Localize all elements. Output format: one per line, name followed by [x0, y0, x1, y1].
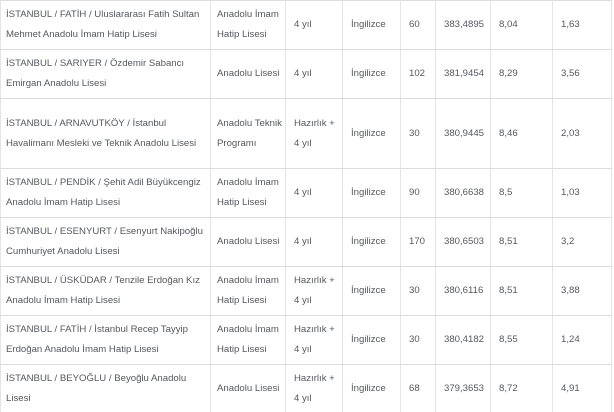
cell-school: İSTANBUL / ÜSKÜDAR / Tenzile Erdoğan Kız Anadolu İmam Hatip Lisesi [1, 267, 211, 316]
cell-language: İngilizce [343, 365, 401, 412]
cell-score: 383,4895 [436, 1, 491, 50]
cell-duration: Hazırlık + 4 yıl [286, 99, 343, 169]
cell-duration: 4 yıl [286, 218, 343, 267]
cell-school: İSTANBUL / FATİH / Uluslararası Fatih Sultan Mehmet Anadolu İmam Hatip Lisesi [1, 1, 211, 50]
cell-m2: 1,03 [553, 169, 612, 218]
cell-score: 379,3653 [436, 365, 491, 412]
cell-language: İngilizce [343, 99, 401, 169]
cell-language: İngilizce [343, 169, 401, 218]
cell-m1: 8,72 [491, 365, 553, 412]
cell-quota: 170 [401, 218, 436, 267]
cell-quota: 30 [401, 99, 436, 169]
cell-duration: Hazırlık + 4 yıl [286, 267, 343, 316]
table-row [1, 169, 612, 218]
cell-m2: 3,2 [553, 218, 612, 267]
cell-type: Anadolu Lisesi [211, 50, 286, 99]
cell-language: İngilizce [343, 267, 401, 316]
cell-score: 380,6638 [436, 169, 491, 218]
cell-school: İSTANBUL / FATİH / İstanbul Recep Tayyip Erdoğan Anadolu İmam Hatip Lisesi [1, 316, 211, 365]
cell-m2: 1,24 [553, 316, 612, 365]
cell-m2: 4,91 [553, 365, 612, 412]
cell-language: İngilizce [343, 316, 401, 365]
cell-school: İSTANBUL / ESENYURT / Esenyurt Nakipoğlu Cumhuriyet Anadolu Lisesi [1, 218, 211, 267]
cell-school: İSTANBUL / ARNAVUTKÖY / İstanbul Havalimanı Mesleki ve Teknik Anadolu Lisesi [1, 99, 211, 169]
table-row [1, 316, 612, 365]
table-row [1, 267, 612, 316]
table-row [1, 365, 612, 412]
cell-school: İSTANBUL / BEYOĞLU / Beyoğlu Anadolu Lisesi [1, 365, 211, 412]
cell-m1: 8,04 [491, 1, 553, 50]
cell-score: 380,4182 [436, 316, 491, 365]
cell-m1: 8,5 [491, 169, 553, 218]
cell-language: İngilizce [343, 50, 401, 99]
cell-m1: 8,51 [491, 218, 553, 267]
cell-type: Anadolu İmam Hatip Lisesi [211, 316, 286, 365]
cell-quota: 90 [401, 169, 436, 218]
table-row [1, 1, 612, 50]
cell-language: İngilizce [343, 1, 401, 50]
cell-m2: 1,63 [553, 1, 612, 50]
cell-score: 380,9445 [436, 99, 491, 169]
cell-score: 380,6503 [436, 218, 491, 267]
cell-m1: 8,55 [491, 316, 553, 365]
cell-type: Anadolu Lisesi [211, 365, 286, 412]
table-row [1, 99, 612, 169]
cell-quota: 68 [401, 365, 436, 412]
cell-duration: Hazırlık + 4 yıl [286, 316, 343, 365]
cell-type: Anadolu Teknik Programı [211, 99, 286, 169]
cell-m2: 3,88 [553, 267, 612, 316]
cell-m1: 8,46 [491, 99, 553, 169]
cell-type: Anadolu İmam Hatip Lisesi [211, 169, 286, 218]
cell-type: Anadolu İmam Hatip Lisesi [211, 1, 286, 50]
cell-m2: 3,56 [553, 50, 612, 99]
school-table-body [1, 1, 612, 412]
table-row [1, 50, 612, 99]
cell-duration: 4 yıl [286, 50, 343, 99]
cell-m1: 8,29 [491, 50, 553, 99]
cell-quota: 102 [401, 50, 436, 99]
cell-m2: 2,03 [553, 99, 612, 169]
cell-school: İSTANBUL / PENDİK / Şehit Adil Büyükcengiz Anadolu İmam Hatip Lisesi [1, 169, 211, 218]
cell-quota: 30 [401, 316, 436, 365]
cell-school: İSTANBUL / SARIYER / Özdemir Sabancı Emirgan Anadolu Lisesi [1, 50, 211, 99]
table-row [1, 218, 612, 267]
cell-quota: 60 [401, 1, 436, 50]
cell-score: 380,6116 [436, 267, 491, 316]
cell-language: İngilizce [343, 218, 401, 267]
cell-type: Anadolu İmam Hatip Lisesi [211, 267, 286, 316]
cell-type: Anadolu Lisesi [211, 218, 286, 267]
cell-duration: 4 yıl [286, 1, 343, 50]
cell-m1: 8,51 [491, 267, 553, 316]
cell-quota: 30 [401, 267, 436, 316]
cell-score: 381,9454 [436, 50, 491, 99]
cell-duration: Hazırlık + 4 yıl [286, 365, 343, 412]
cell-duration: 4 yıl [286, 169, 343, 218]
